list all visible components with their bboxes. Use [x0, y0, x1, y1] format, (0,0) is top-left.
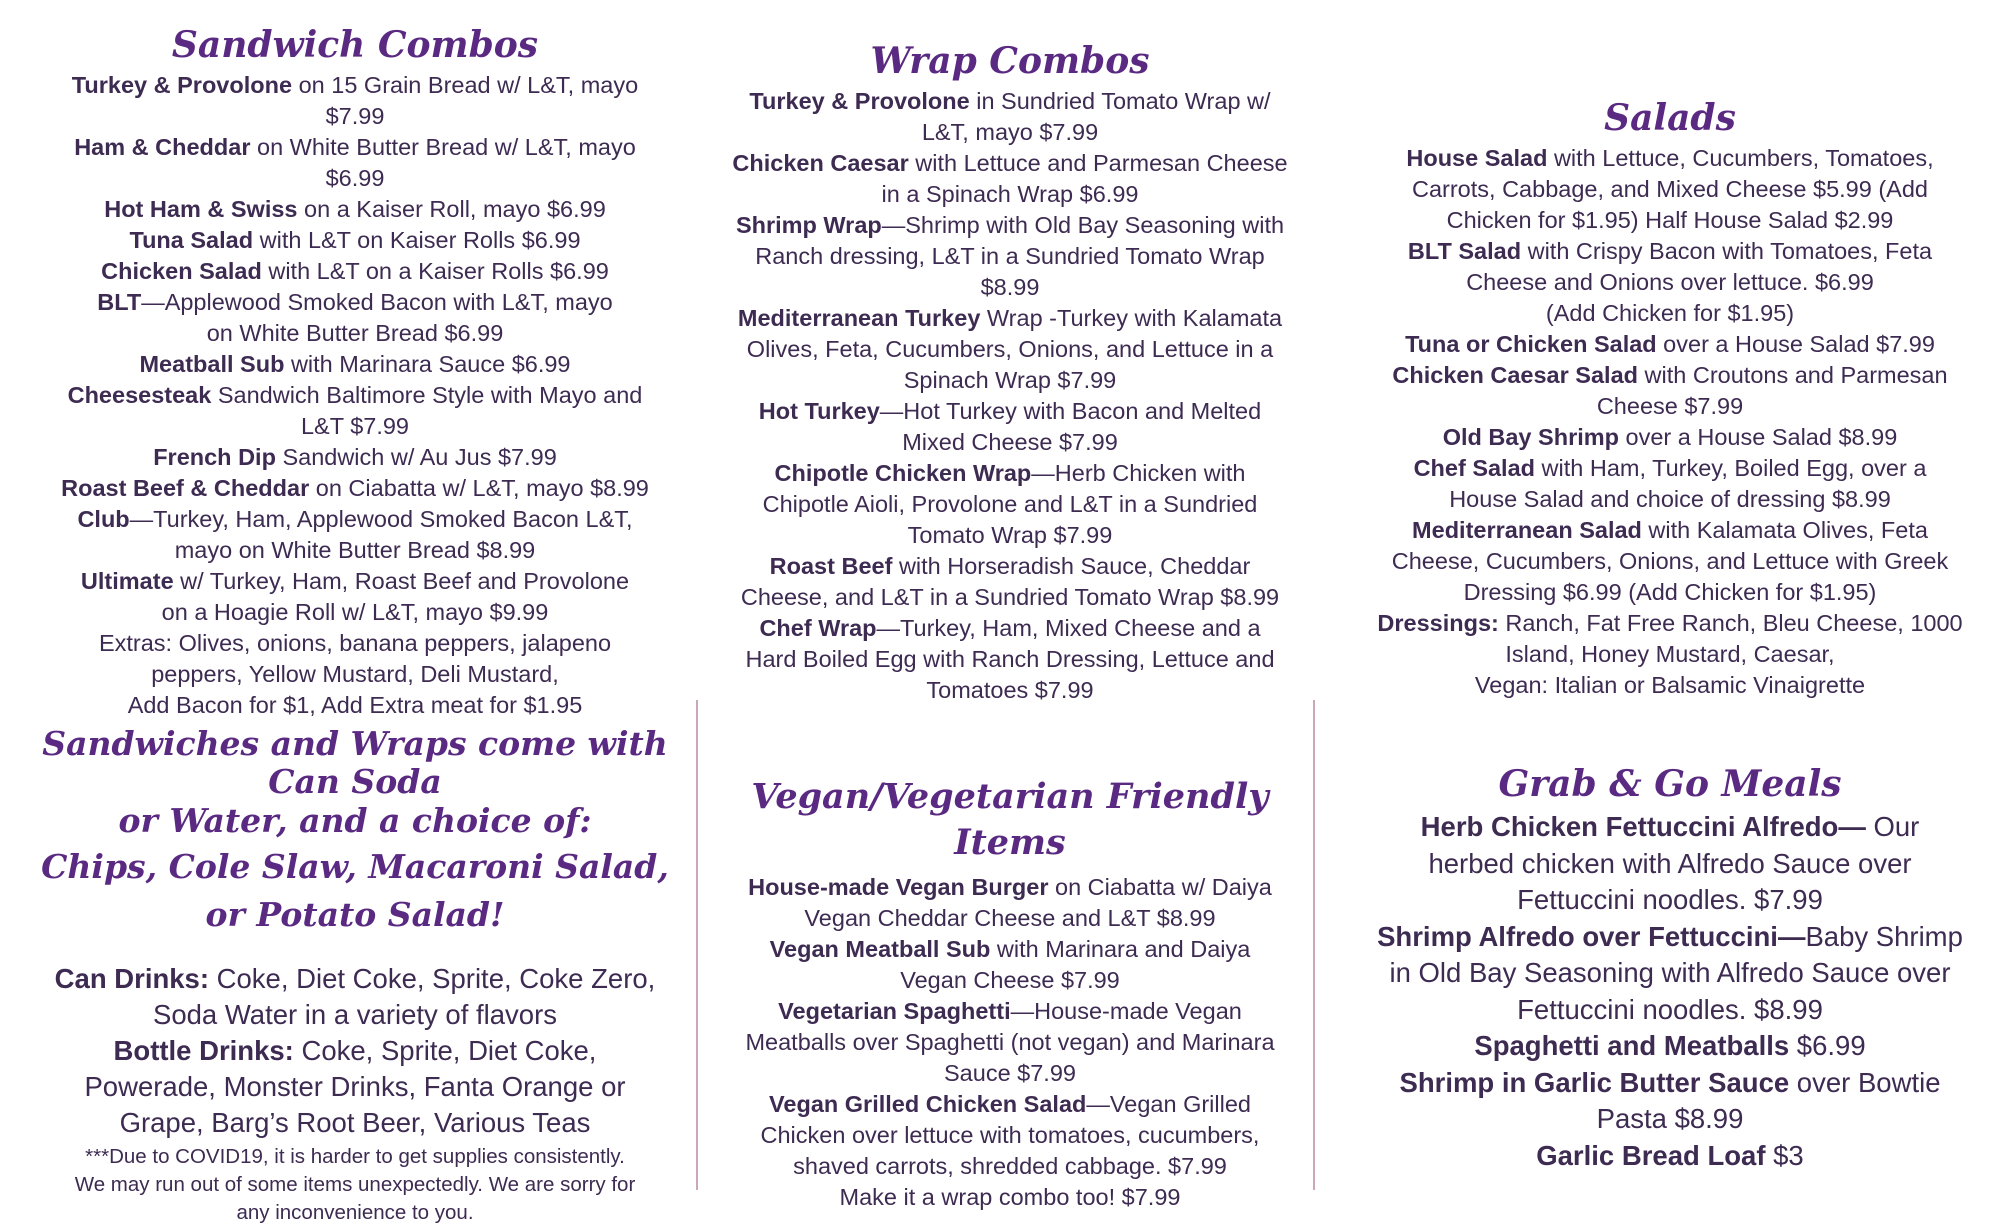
menu-item-line: mayo on White Butter Bread $8.99	[174, 537, 536, 563]
menu-item-line: House Salad and choice of dressing $8.99	[1449, 486, 1891, 512]
combo-heading	[30, 725, 680, 939]
salad-column	[1360, 95, 1980, 1174]
menu-item	[1360, 236, 1980, 329]
menu-item	[30, 504, 680, 566]
menu-item-line	[30, 132, 680, 163]
menu-item-line: herbed chicken with Alfredo Sauce over	[1428, 847, 1912, 879]
menu-item-name: Dressings:	[1377, 610, 1499, 636]
menu-item-line	[30, 287, 680, 318]
can-drinks-text: Coke, Diet Coke, Sprite, Coke Zero,	[209, 963, 656, 994]
menu-item-desc: —Applewood Smoked Bacon with L&T, mayo	[141, 289, 613, 315]
menu-item-line	[1360, 1065, 1980, 1102]
menu-item-line	[30, 256, 680, 287]
menu-item-desc: with L&T on a Kaiser Rolls $6.99	[261, 258, 609, 284]
menu-item-line: Olives, Feta, Cucumbers, Onions, and Lettuce in a	[746, 336, 1274, 362]
menu-item-name: BLT	[97, 289, 142, 315]
menu-item-name: Roast Beef	[769, 553, 893, 579]
menu-item-name: Old Bay Shrimp	[1442, 424, 1619, 450]
menu-item-desc: Sandwich w/ Au Jus $7.99	[275, 444, 557, 470]
menu-item-name: Chicken Caesar	[732, 150, 909, 176]
menu-item-name: Chef Wrap	[759, 615, 877, 641]
menu-item-line	[1360, 1028, 1980, 1065]
menu-item-desc: Sandwich Baltimore Style with Mayo and	[211, 382, 643, 408]
combo-heading-line: Sandwiches and Wraps come with Can Soda	[42, 724, 668, 801]
menu-item-line: $6.99	[325, 165, 385, 191]
menu-item-desc: with Marinara Sauce $6.99	[284, 351, 571, 377]
menu-item-name: Vegetarian Spaghetti	[778, 998, 1011, 1024]
menu-item	[1360, 1138, 1980, 1175]
menu-item-name: Club	[77, 506, 130, 532]
menu-item-desc: —House-made Vegan	[1010, 998, 1242, 1024]
menu-item	[705, 996, 1315, 1089]
menu-item-name: Tuna Salad	[129, 227, 254, 253]
vegan-heading: Vegan/Vegetarian Friendly Items	[751, 776, 1269, 863]
menu-item-line: Chipotle Aioli, Provolone and L&T in a Sundried	[762, 491, 1258, 517]
menu-item-line	[1360, 329, 1980, 360]
salads-heading: Salads	[1604, 97, 1736, 139]
menu-item-desc: Our	[1865, 811, 1920, 842]
menu-item-line	[1360, 809, 1980, 846]
menu-item-name: Mediterranean Turkey	[737, 305, 981, 331]
menu-item-name: Herb Chicken Fettuccini Alfredo—	[1420, 811, 1866, 842]
note-line: ***Due to COVID19, it is harder to get supplies consistently.	[85, 1145, 625, 1168]
menu-item-desc: over a House Salad $7.99	[1656, 331, 1935, 357]
menu-item-desc: Wrap -Turkey with Kalamata	[980, 305, 1283, 331]
menu-item	[30, 442, 680, 473]
menu-item-line: Vegan Cheese $7.99	[900, 967, 1120, 993]
menu-item-line: Fettuccini noodles. $7.99	[1517, 884, 1823, 915]
menu-item-desc: —Turkey, Ham, Applewood Smoked Bacon L&T,	[129, 506, 633, 532]
menu-item	[1360, 919, 1980, 1029]
sandwich-list	[30, 70, 680, 628]
menu-item-line: (Add Chicken for $1.95)	[1545, 300, 1795, 326]
menu-item	[1360, 1065, 1980, 1138]
menu-item-line: L&T, mayo $7.99	[921, 119, 1099, 145]
menu-item-name: Hot Ham & Swiss	[104, 196, 298, 222]
menu-item-line	[705, 210, 1315, 241]
menu-item-desc: Baby Shrimp	[1805, 920, 1963, 952]
menu-item-line	[705, 148, 1315, 179]
menu-item-name: Hot Turkey	[758, 398, 880, 424]
menu-item	[705, 551, 1315, 613]
menu-item-line: Cheese, Cucumbers, Onions, and Lettuce with Greek	[1391, 548, 1949, 574]
menu-item-line: Chicken for $1.95) Half House Salad $2.99	[1446, 207, 1894, 233]
wrap-combos-heading: Wrap Combos	[870, 40, 1150, 82]
menu-item	[1360, 453, 1980, 515]
menu-item-line: Spinach Wrap $7.99	[903, 367, 1117, 393]
menu-item-line: Mixed Cheese $7.99	[902, 429, 1118, 455]
menu-item-desc: over Bowtie	[1789, 1066, 1941, 1098]
menu-item-name: Vegan Meatball Sub	[769, 936, 991, 962]
menu-item-name: French Dip	[153, 444, 276, 470]
menu-item-line: in Old Bay Seasoning with Alfredo Sauce over	[1389, 957, 1951, 988]
menu-item	[705, 934, 1315, 996]
menu-item	[705, 872, 1315, 934]
menu-item-name: Mediterranean Salad	[1412, 517, 1642, 543]
grab-and-go-list	[1360, 809, 1980, 1174]
wrap-column	[705, 38, 1315, 1213]
menu-item-desc: with L&T on Kaiser Rolls $6.99	[253, 227, 581, 253]
can-drinks-line2: Soda Water in a variety of flavors	[152, 999, 557, 1030]
menu-item	[30, 287, 680, 349]
covid-note	[30, 1143, 680, 1227]
menu-item	[30, 225, 680, 256]
combo-heading-line: Chips, Cole Slaw, Macaroni Salad,	[41, 847, 669, 886]
menu-item-name: Shrimp Wrap	[735, 212, 882, 238]
menu-item-desc: with Marinara and Daiya	[990, 936, 1251, 962]
menu-item-line: $7.99	[325, 103, 385, 129]
menu-item-line	[1360, 236, 1980, 267]
menu-item-line	[705, 458, 1315, 489]
menu-item-line: Ranch dressing, L&T in a Sundried Tomato Wrap	[755, 243, 1265, 269]
menu-item-line	[705, 996, 1315, 1027]
menu-item-desc: on 15 Grain Bread w/ L&T, mayo	[292, 72, 639, 98]
combo-heading-line: or Potato Salad!	[205, 895, 505, 934]
menu-item-line	[1360, 608, 1980, 639]
menu-item-name: Meatball Sub	[139, 351, 285, 377]
menu-item	[1360, 1028, 1980, 1065]
menu-item	[1360, 329, 1980, 360]
menu-item-desc: Ranch, Fat Free Ranch, Bleu Cheese, 1000	[1498, 610, 1963, 636]
menu-item-name: Shrimp in Garlic Butter Sauce	[1399, 1066, 1790, 1098]
menu-item-desc: on a Kaiser Roll, mayo $6.99	[297, 196, 606, 222]
bottle-drinks	[30, 1033, 680, 1069]
menu-item-line: Pasta $8.99	[1596, 1103, 1744, 1134]
menu-item-line: Meatballs over Spaghetti (not vegan) and Marinara	[745, 1029, 1275, 1055]
menu-item-desc: —Vegan Grilled	[1086, 1091, 1251, 1117]
wrap-list	[705, 86, 1315, 706]
extras-text	[30, 628, 680, 721]
menu-item-line	[30, 566, 680, 597]
menu-item	[30, 256, 680, 287]
menu-item	[30, 70, 680, 132]
menu-item-desc: over a House Salad $8.99	[1619, 424, 1898, 450]
menu-item-line: in a Spinach Wrap $6.99	[881, 181, 1139, 207]
menu-item-line	[30, 442, 680, 473]
menu-item-line	[30, 473, 680, 504]
menu-item-desc: $3	[1765, 1139, 1804, 1171]
menu-item-name: Vegan Grilled Chicken Salad	[769, 1091, 1087, 1117]
menu-item-line	[1360, 919, 1980, 956]
menu-item-desc: with Lettuce, Cucumbers, Tomatoes,	[1547, 145, 1934, 171]
menu-item-desc: on White Butter Bread w/ L&T, mayo	[250, 134, 636, 160]
menu-item-desc: w/ Turkey, Ham, Roast Beef and Provolone	[173, 568, 630, 594]
menu-item-name: Spaghetti and Meatballs	[1474, 1030, 1790, 1061]
menu-item-line: Fettuccini noodles. $8.99	[1517, 993, 1823, 1025]
menu-item	[30, 194, 680, 225]
note-line: any inconvenience to you.	[236, 1201, 474, 1224]
menu-item-desc: —Hot Turkey with Bacon and Melted	[879, 398, 1262, 424]
menu-item-line: Vegan Cheddar Cheese and L&T $8.99	[804, 905, 1216, 931]
menu-item-line	[705, 396, 1315, 427]
combo-heading-line: or Water, and a choice of:	[118, 801, 592, 840]
menu-item-desc: in Sundried Tomato Wrap w/	[969, 88, 1271, 114]
menu-item-desc: with Lettuce and Parmesan Cheese	[908, 150, 1288, 176]
menu-item-line	[705, 934, 1315, 965]
menu-item-desc: —Turkey, Ham, Mixed Cheese and a	[876, 615, 1261, 641]
menu-item-line	[1360, 1138, 1980, 1175]
menu-item-line	[1360, 143, 1980, 174]
grab-and-go-heading: Grab & Go Meals	[1498, 763, 1842, 805]
menu-item	[30, 473, 680, 504]
menu-item-line	[705, 1089, 1315, 1120]
menu-item-name: Turkey & Provolone	[749, 88, 970, 114]
menu-item-desc: with Kalamata Olives, Feta	[1641, 517, 1928, 543]
bottle-drinks-line3: Grape, Barg’s Root Beer, Various Teas	[119, 1107, 591, 1138]
menu-item-line	[705, 86, 1315, 117]
menu-item-line	[705, 872, 1315, 903]
menu-item-name: Roast Beef & Cheddar	[61, 475, 310, 501]
menu-item	[30, 349, 680, 380]
menu-item-line	[30, 504, 680, 535]
menu-item	[1360, 608, 1980, 701]
menu-item-name: BLT Salad	[1407, 238, 1522, 264]
vegan-list	[705, 872, 1315, 1182]
note-line: We may run out of some items unexpectedly. We are sorry for	[74, 1173, 636, 1196]
menu-item-name: Chipotle Chicken Wrap	[774, 460, 1032, 486]
menu-item-name: Garlic Bread Loaf	[1536, 1139, 1766, 1171]
menu-item-line: Chicken over lettuce with tomatoes, cucumbers,	[760, 1122, 1260, 1148]
menu-item	[1360, 360, 1980, 422]
menu-item-line	[1360, 515, 1980, 546]
menu-item-name: Shrimp Alfredo over Fettuccini—	[1377, 920, 1806, 952]
menu-item	[30, 566, 680, 628]
menu-item-desc: with Ham, Turkey, Boiled Egg, over a	[1535, 455, 1927, 481]
menu-item	[705, 303, 1315, 396]
menu-item-line	[30, 349, 680, 380]
bottle-drinks-text: Coke, Sprite, Diet Coke,	[293, 1035, 597, 1066]
drinks-section	[30, 961, 680, 1141]
salad-list	[1360, 143, 1980, 701]
menu-item	[30, 132, 680, 194]
menu-item-desc: on Ciabatta w/ L&T, mayo $8.99	[309, 475, 649, 501]
extras-line: Extras: Olives, onions, banana peppers, jalapeno	[98, 630, 612, 656]
menu-item-line	[30, 225, 680, 256]
menu-item	[30, 380, 680, 442]
menu-item-desc: with Crispy Bacon with Tomatoes, Feta	[1521, 238, 1933, 264]
menu-item-line	[1360, 453, 1980, 484]
menu-item	[705, 210, 1315, 303]
menu-item-line: $8.99	[980, 274, 1040, 300]
menu-item	[705, 86, 1315, 148]
extras-line: peppers, Yellow Mustard, Deli Mustard,	[151, 661, 559, 687]
menu-item-name: Chef Salad	[1413, 455, 1536, 481]
menu-item-name: Ultimate	[80, 568, 174, 594]
menu-item-line: Tomato Wrap $7.99	[907, 522, 1113, 548]
menu-item-line: Sauce $7.99	[944, 1060, 1076, 1086]
menu-item-name: Turkey & Provolone	[71, 72, 293, 98]
menu-item-line: shaved carrots, shredded cabbage. $7.99	[793, 1153, 1227, 1179]
bottle-drinks-label: Bottle Drinks:	[113, 1035, 294, 1066]
menu-item-line: Tomatoes $7.99	[926, 677, 1094, 703]
menu-item	[1360, 809, 1980, 919]
menu-item	[705, 1089, 1315, 1182]
sandwich-combos-heading: Sandwich Combos	[171, 24, 539, 66]
menu-item	[705, 148, 1315, 210]
menu-item-line	[30, 194, 680, 225]
menu-item-name: Cheesesteak	[67, 382, 212, 408]
can-drinks	[30, 961, 680, 997]
menu-item-line	[30, 380, 680, 411]
menu-item-line: on White Butter Bread $6.99	[206, 320, 504, 346]
menu-item-line: on a Hoagie Roll w/ L&T, mayo $9.99	[161, 599, 549, 625]
menu-item-name: Chicken Salad	[101, 258, 262, 284]
menu-item-line: Dressing $6.99 (Add Chicken for $1.95)	[1463, 579, 1877, 605]
menu-item-line: Vegan: Italian or Balsamic Vinaigrette	[1474, 672, 1866, 698]
menu-item	[705, 396, 1315, 458]
menu-item	[1360, 515, 1980, 608]
menu-item-desc: $6.99	[1789, 1030, 1866, 1061]
menu-item-line: Cheese $7.99	[1596, 393, 1744, 419]
menu-item-line	[30, 70, 680, 101]
menu-item-line: Cheese and Onions over lettuce. $6.99	[1466, 269, 1874, 295]
menu-item-line	[705, 551, 1315, 582]
menu-item-line: Cheese, and L&T in a Sundried Tomato Wrap $8.99	[740, 584, 1280, 610]
menu-item	[1360, 143, 1980, 236]
menu-item-desc: on Ciabatta w/ Daiya	[1048, 874, 1272, 900]
menu-item	[705, 613, 1315, 706]
menu-item-line	[705, 303, 1315, 334]
can-drinks-label: Can Drinks:	[54, 963, 210, 994]
bottle-drinks-line2: Powerade, Monster Drinks, Fanta Orange or	[84, 1071, 626, 1102]
menu-item-name: Chicken Caesar Salad	[1392, 362, 1638, 388]
menu-item-line	[1360, 422, 1980, 453]
wrap-combo-note: Make it a wrap combo too! $7.99	[839, 1184, 1181, 1210]
column-divider-left	[696, 700, 698, 1190]
menu-item-line	[1360, 360, 1980, 391]
menu-item	[1360, 422, 1980, 453]
menu-item-line: Hard Boiled Egg with Ranch Dressing, Lettuce and	[745, 646, 1275, 672]
menu-item-desc: with Horseradish Sauce, Cheddar	[892, 553, 1251, 579]
extras-line: Add Bacon for $1, Add Extra meat for $1.95	[127, 692, 583, 718]
menu-item-line: Carrots, Cabbage, and Mixed Cheese $5.99 (Add	[1411, 176, 1928, 202]
menu-item-name: House-made Vegan Burger	[748, 874, 1049, 900]
menu-item-desc: —Herb Chicken with	[1031, 460, 1246, 486]
menu-item-name: Tuna or Chicken Salad	[1405, 331, 1657, 357]
menu-item-name: Ham & Cheddar	[74, 134, 251, 160]
menu-item-line: Island, Honey Mustard, Caesar,	[1505, 641, 1835, 667]
menu-item	[705, 458, 1315, 551]
menu-item-desc: —Shrimp with Old Bay Seasoning with	[881, 212, 1285, 238]
menu-item-name: House Salad	[1406, 145, 1548, 171]
menu-item-line: L&T $7.99	[300, 413, 409, 439]
menu-item-desc: with Croutons and Parmesan	[1638, 362, 1948, 388]
menu-item-line	[705, 613, 1315, 644]
sandwich-column	[30, 22, 680, 1227]
